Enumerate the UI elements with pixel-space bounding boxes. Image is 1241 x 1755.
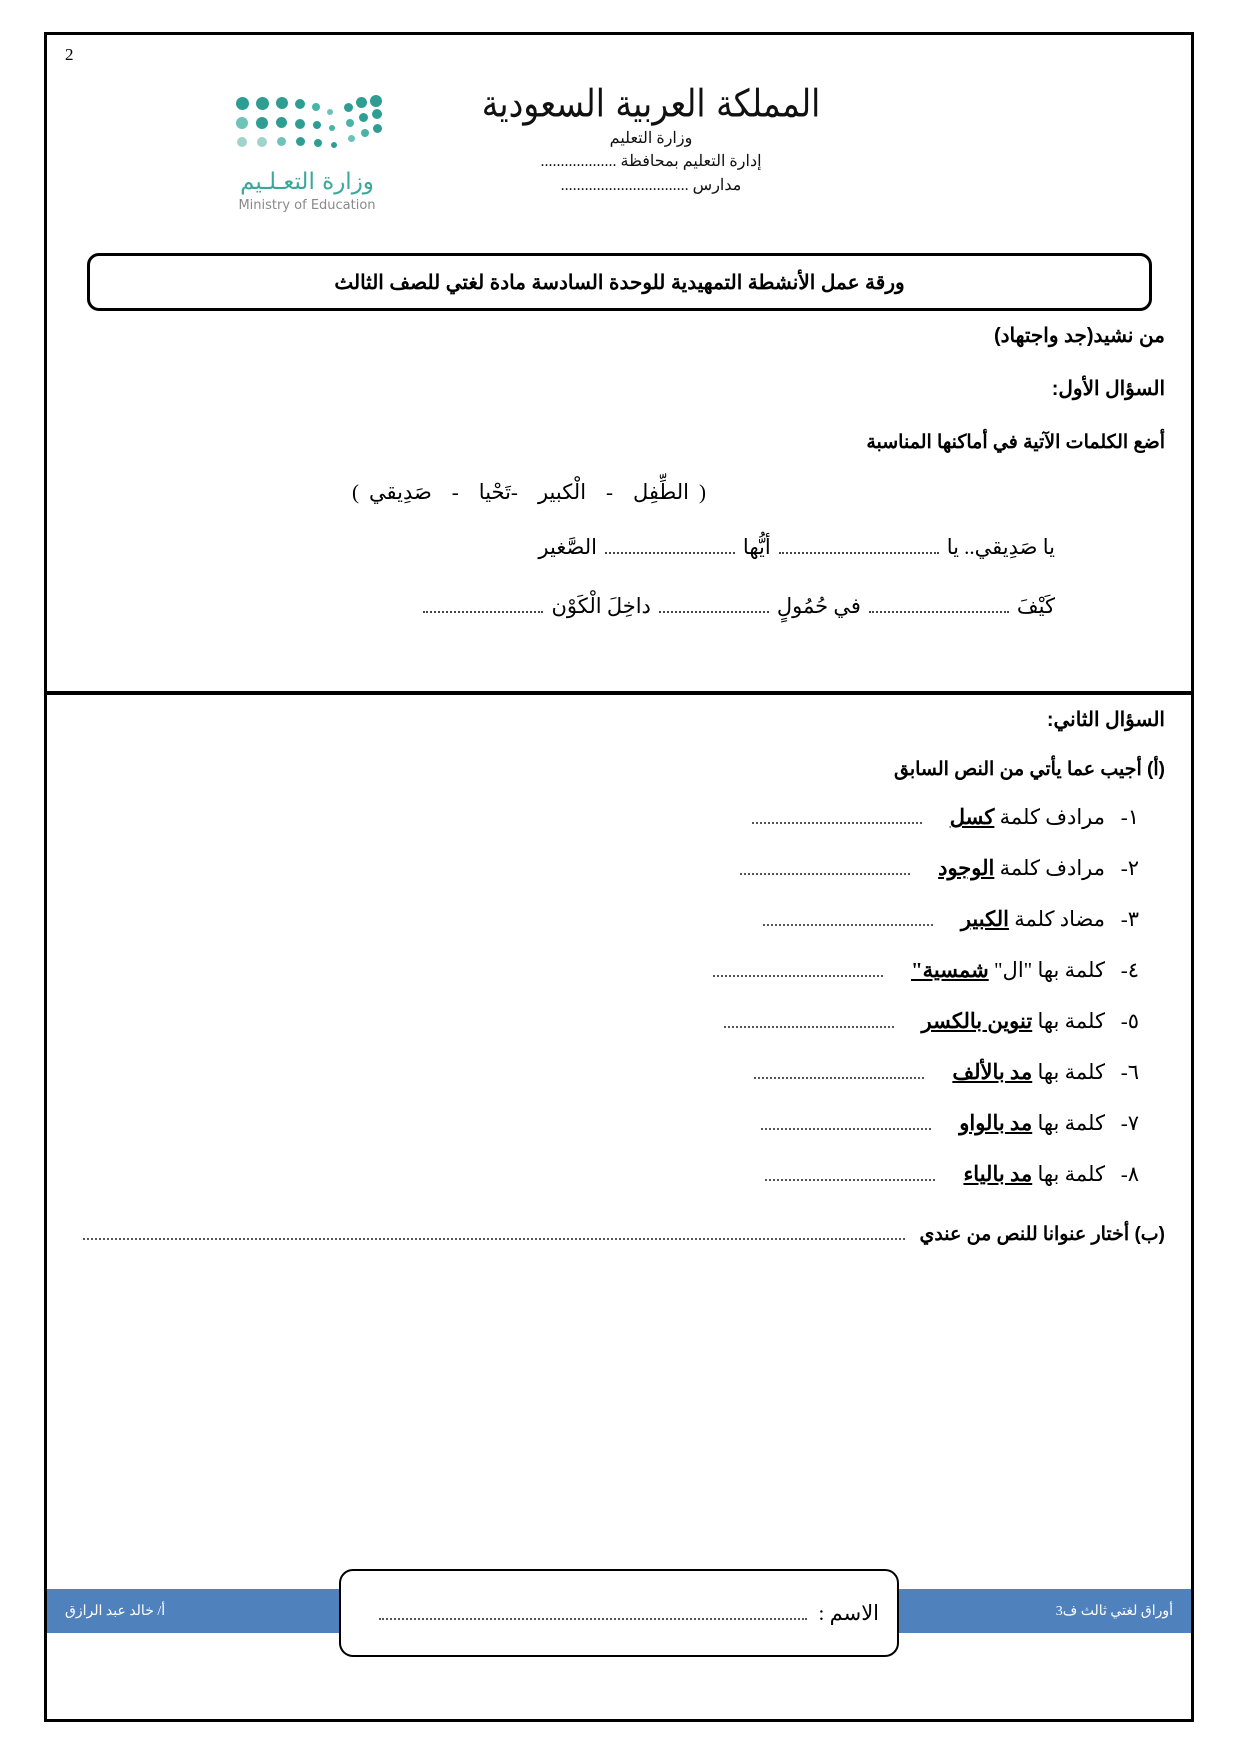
part-b-row — [73, 1223, 1165, 1246]
question-item-text — [961, 907, 1105, 932]
question-item-number: ٤- — [1120, 958, 1139, 982]
verse-segment: يا صَدِيقي.. يا — [946, 535, 1055, 559]
schools-label: مدارس — [692, 177, 742, 195]
verse-line — [73, 535, 1165, 560]
question-item-prefix: كلمة بها — [1032, 1009, 1105, 1033]
verse-segment: الصَّغير — [538, 535, 597, 559]
header-official-text — [441, 83, 861, 195]
question-item-text — [950, 805, 1105, 830]
ministry-label: وزارة التعليم — [609, 130, 693, 148]
worksheet-page — [44, 32, 1194, 1722]
verse-segment: أيُّها — [742, 535, 771, 559]
worksheet-title: ورقة عمل الأنشطة التمهيدية للوحدة السادسة مادة لغتي للصف الثالث — [334, 271, 905, 294]
section-one — [47, 323, 1191, 653]
answer-blank[interactable] — [740, 872, 910, 875]
word-bank-word: الْكبير — [537, 480, 587, 504]
question-items-list — [73, 805, 1165, 1187]
part-b-answer-blank[interactable] — [83, 1237, 905, 1240]
footer-left-text: أ/ خالد عبد الرازق — [65, 1603, 166, 1619]
question-item-prefix: كلمة بها — [1032, 1060, 1105, 1084]
word-bank-sep: - — [451, 480, 459, 504]
question-item-text — [952, 1060, 1105, 1085]
question-item-keyword: مد بالياء — [963, 1162, 1033, 1186]
section-two — [47, 707, 1191, 1246]
word-bank-word: الطِّفِل — [633, 480, 690, 504]
section-divider — [47, 691, 1191, 695]
question-item-number: ٥- — [1120, 1009, 1139, 1033]
name-input-blank[interactable] — [379, 1617, 807, 1620]
question-item — [73, 1060, 1165, 1085]
word-bank — [73, 480, 1165, 505]
question-item — [73, 1162, 1165, 1187]
answer-blank[interactable] — [713, 974, 883, 977]
footer-right-text: أوراق لغتي ثالث ف3 — [1055, 1603, 1173, 1619]
question-item-prefix: كلمة بها — [1032, 1111, 1105, 1135]
schools-line — [441, 175, 861, 195]
question-item-prefix: مرادف كلمة — [994, 856, 1105, 880]
question-item-text — [922, 1009, 1105, 1034]
department-dots: ................... — [540, 153, 617, 171]
answer-blank[interactable] — [779, 551, 939, 554]
question-item-number: ١- — [1120, 805, 1139, 829]
question-item-prefix: كلمة بها "ال" — [988, 958, 1105, 982]
verse-segment: كَيْفَ — [1016, 594, 1055, 618]
worksheet-title-banner — [87, 253, 1152, 311]
question-one-label: السؤال الأول: — [1051, 378, 1165, 400]
question-item-text — [911, 958, 1105, 983]
question-two-label: السؤال الثاني: — [1046, 709, 1165, 731]
verse-line — [73, 594, 1165, 619]
answer-blank[interactable] — [869, 610, 1009, 613]
nasheed-source: من نشيد(جد واجتهاد) — [993, 325, 1165, 347]
ministry-of-education-logo — [197, 95, 417, 213]
word-bank-word: صَدِيقي — [368, 480, 432, 504]
question-item-keyword: شمسية" — [911, 958, 989, 982]
question-item-prefix: مرادف كلمة — [994, 805, 1105, 829]
question-item-text — [963, 1162, 1105, 1187]
moe-subtitle: Ministry of Education — [238, 198, 376, 213]
word-bank-word: -تَحْيا — [478, 480, 518, 504]
name-label: الاسم : — [818, 1600, 879, 1625]
question-item-prefix: كلمة بها — [1032, 1162, 1105, 1186]
question-item — [73, 856, 1165, 881]
document-header — [47, 75, 1191, 250]
question-item-number: ٣- — [1120, 907, 1139, 931]
question-item-text — [959, 1111, 1105, 1136]
question-item-number: ٧- — [1120, 1111, 1139, 1135]
part-b-label: (ب) أختار عنوانا للنص من عندي — [919, 1224, 1165, 1245]
verse-segment: في حُمُولٍ — [776, 594, 861, 618]
question-item-prefix: مضاد كلمة — [1008, 907, 1105, 931]
answer-blank[interactable] — [763, 923, 933, 926]
part-a-label: (أ) أجيب عما يأتي من النص السابق — [894, 759, 1165, 780]
verse-segment: داخِلَ الْكَوْن — [551, 594, 651, 618]
question-item — [73, 958, 1165, 983]
question-item — [73, 1111, 1165, 1136]
answer-blank[interactable] — [765, 1178, 935, 1181]
moe-dots-icon — [232, 95, 382, 157]
kingdom-calligraphy: المملكة العربية السعودية — [481, 81, 821, 126]
moe-wordmark: وزارة التعـلـيم — [240, 169, 374, 195]
answer-blank[interactable] — [754, 1076, 924, 1079]
question-item-keyword: كسل — [949, 805, 995, 829]
question-item-text — [938, 856, 1105, 881]
answer-blank[interactable] — [423, 610, 543, 613]
question-item — [73, 805, 1165, 830]
question-item-keyword: الكبير — [960, 907, 1009, 931]
answer-blank[interactable] — [659, 610, 769, 613]
page-number: 2 — [65, 45, 74, 64]
department-line — [441, 151, 861, 171]
word-bank-open: ( — [699, 480, 707, 504]
schools-dots: ................................ — [560, 177, 689, 195]
answer-blank[interactable] — [761, 1127, 931, 1130]
question-item — [73, 907, 1165, 932]
answer-blank[interactable] — [605, 551, 735, 554]
answer-blank[interactable] — [724, 1025, 894, 1028]
department-label: إدارة التعليم بمحافظة — [620, 153, 762, 171]
question-item-keyword: مد بالواو — [959, 1111, 1033, 1135]
answer-blank[interactable] — [752, 821, 922, 824]
word-bank-sep: - — [606, 480, 614, 504]
question-item-keyword: مد بالألف — [952, 1060, 1033, 1084]
question-item-keyword: الوجود — [938, 856, 995, 880]
question-item-number: ٦- — [1120, 1060, 1139, 1084]
question-item-keyword: تنوين بالكسر — [921, 1009, 1033, 1033]
word-bank-close: ) — [351, 480, 359, 504]
question-item — [73, 1009, 1165, 1034]
question-item-number: ٢- — [1120, 856, 1139, 880]
question-one-instruction: أضع الكلمات الآتية في أماكنها المناسبة — [866, 432, 1165, 453]
question-item-number: ٨- — [1120, 1162, 1139, 1186]
student-name-box — [339, 1569, 899, 1657]
